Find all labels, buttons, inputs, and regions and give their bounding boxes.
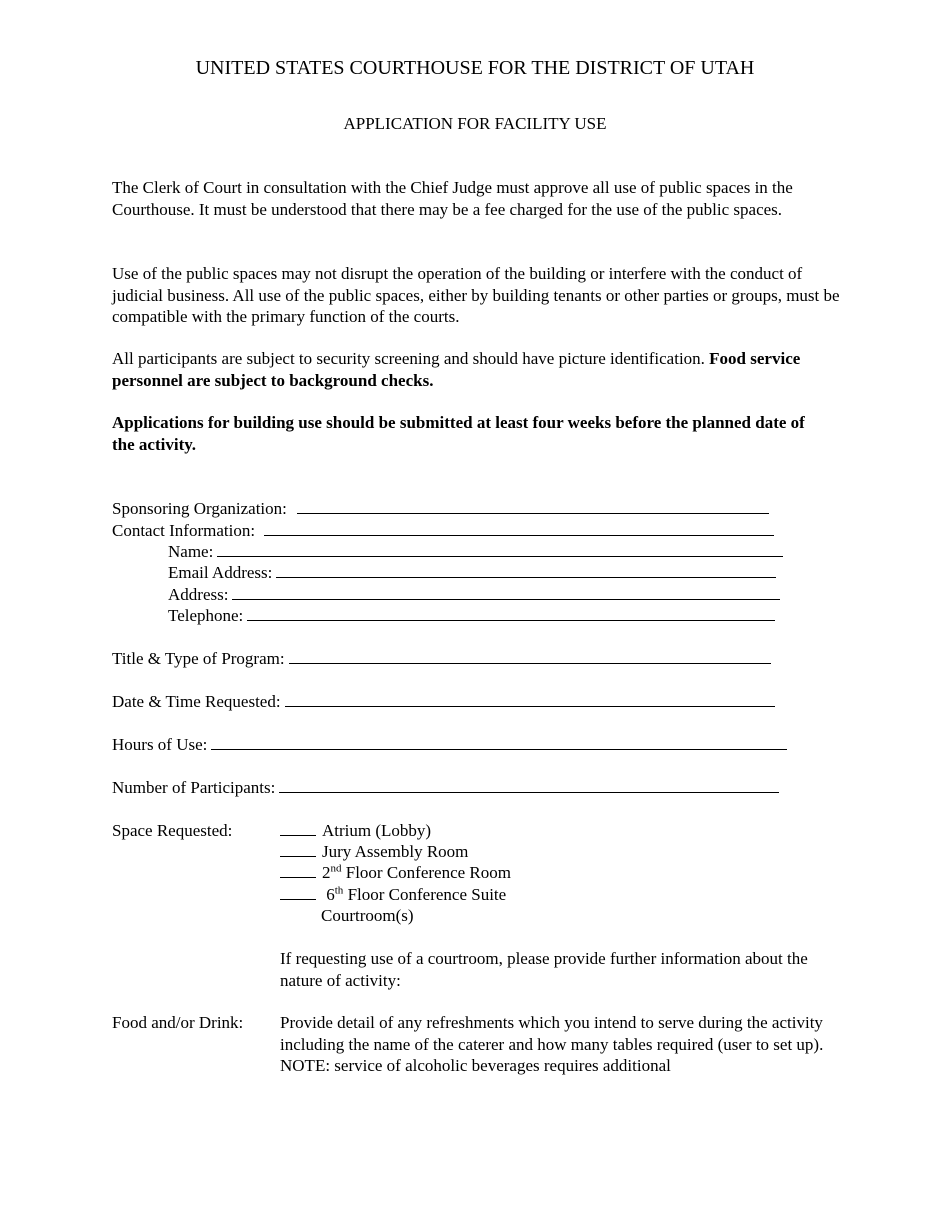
- form-subtitle: APPLICATION FOR FACILITY USE: [343, 114, 607, 133]
- sponsoring-org-field: [112, 498, 769, 520]
- email-input[interactable]: [276, 562, 776, 578]
- address-label: Address:: [168, 585, 229, 604]
- date-time-field: [112, 691, 775, 713]
- telephone-field: [168, 605, 775, 627]
- contact-info-field: [112, 520, 774, 542]
- date-time-input[interactable]: [285, 691, 775, 707]
- option-courtroom: Courtroom(s): [321, 906, 414, 925]
- intro-paragraph-1: The Clerk of Court in consultation with the Chief Judge must approve all use of public spaces in the Courthouse. It must be understood that there may be a fee charged for the use of the public spaces.: [112, 178, 793, 219]
- jury-checkbox[interactable]: [280, 841, 316, 857]
- hours-label: Hours of Use:: [112, 735, 208, 754]
- jury-label: Jury Assembly Room: [322, 842, 469, 861]
- atrium-label: Atrium (Lobby): [322, 821, 432, 840]
- food-drink-instructions: Provide detail of any refreshments which you intend to serve during the activity including the name of the caterer and how many tables required (user to set up). NOTE: service of alcoholic beverages requires additional: [280, 1013, 824, 1075]
- participants-field: [112, 777, 779, 799]
- address-field: [168, 584, 780, 606]
- participants-input[interactable]: [279, 777, 779, 793]
- name-input[interactable]: [217, 541, 783, 557]
- option-atrium: [280, 820, 431, 842]
- date-time-label: Date & Time Requested:: [112, 692, 281, 711]
- sponsoring-org-label: Sponsoring Organization:: [112, 499, 287, 518]
- contact-info-input[interactable]: [264, 520, 774, 536]
- contact-info-label: Contact Information:: [112, 521, 256, 540]
- participants-label: Number of Participants:: [112, 778, 276, 797]
- space-requested-label: Space Requested:: [112, 821, 233, 840]
- floor6-number: 6: [326, 885, 335, 904]
- option-floor6: [280, 884, 506, 906]
- floor6-label: Floor Conference Suite: [347, 885, 507, 904]
- floor2-number: 2: [322, 863, 331, 882]
- atrium-checkbox[interactable]: [280, 820, 316, 836]
- title-type-input[interactable]: [289, 648, 771, 664]
- email-label: Email Address:: [168, 563, 273, 582]
- submission-notice: Applications for building use should be submitted at least four weeks before the planned date of the activity.: [112, 413, 805, 454]
- name-label: Name:: [168, 542, 214, 561]
- telephone-label: Telephone:: [168, 606, 244, 625]
- option-jury: [280, 841, 468, 863]
- food-drink-label: Food and/or Drink:: [112, 1013, 244, 1032]
- name-field: [168, 541, 783, 563]
- option-floor2: [280, 862, 511, 884]
- security-text: All participants are subject to security screening and should have picture identification.: [112, 349, 705, 368]
- title-type-label: Title & Type of Program:: [112, 649, 285, 668]
- sponsoring-org-input[interactable]: [297, 498, 769, 514]
- address-input[interactable]: [232, 584, 780, 600]
- background-check-text: Food service personnel are subject to background checks.: [112, 349, 801, 390]
- floor6-checkbox[interactable]: [280, 884, 316, 900]
- telephone-input[interactable]: [247, 605, 775, 621]
- intro-paragraph-3: [112, 348, 842, 391]
- floor2-label: Floor Conference Room: [345, 863, 511, 882]
- floor2-suffix: nd: [330, 862, 342, 875]
- floor6-suffix: th: [334, 884, 344, 897]
- floor2-checkbox[interactable]: [280, 862, 316, 878]
- hours-field: [112, 734, 787, 756]
- page-title: UNITED STATES COURTHOUSE FOR THE DISTRICT OF UTAH: [195, 57, 755, 79]
- title-type-field: [112, 648, 771, 670]
- courtroom-note: If requesting use of a courtroom, please provide further information about the nature of activity:: [280, 949, 808, 990]
- intro-paragraph-2: Use of the public spaces may not disrupt the operation of the building or interfere with the conduct of judicial business. All use of the public spaces, either by building tenants or other parties or groups, must be compatible with the primary function of the courts.: [112, 264, 840, 326]
- hours-input[interactable]: [211, 734, 787, 750]
- email-field: [168, 562, 776, 584]
